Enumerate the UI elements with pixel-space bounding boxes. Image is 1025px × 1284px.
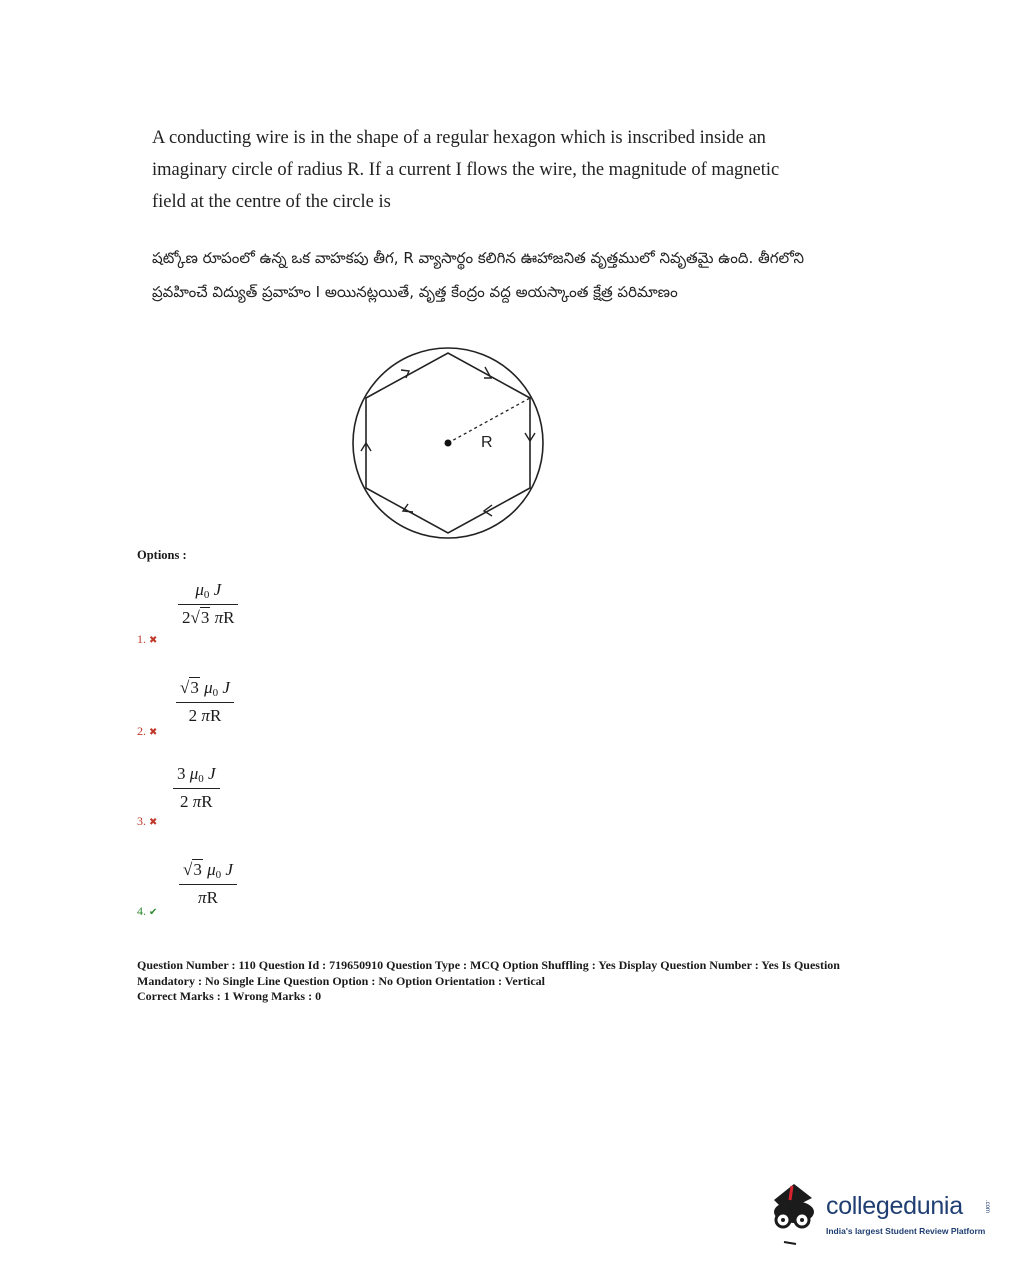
option-3-formula: 3 $\mu_0$ J 2 πR bbox=[173, 764, 220, 812]
option-2-formula: √3 $\mu_0$ J 2 πR bbox=[176, 678, 234, 726]
option-2-marker: 2. ✖ bbox=[137, 724, 158, 738]
wrong-icon: ✖ bbox=[149, 817, 158, 828]
centre-dot bbox=[445, 440, 452, 447]
wrong-icon: ✖ bbox=[149, 635, 158, 646]
question-metadata bbox=[137, 958, 897, 1005]
options-label: Options : bbox=[137, 548, 187, 562]
question-text-english: A conducting wire is in the shape of a regular hexagon which is inscribed inside an imaginary circle of radius R. If a current I flows the wire, the magnitude of magnetic field at the centre of the circle is bbox=[152, 128, 780, 212]
logo-tagline: India's largest Student Review Platform bbox=[826, 1226, 986, 1236]
option-4-formula: √3 $\mu_0$ J πR bbox=[179, 860, 237, 908]
option-3-marker: 3. ✖ bbox=[137, 814, 158, 828]
check-icon: ✔ bbox=[149, 907, 158, 918]
mascot-icon bbox=[766, 1178, 826, 1250]
question-metadata-line-2: Correct Marks : 1 Wrong Marks : 0 bbox=[137, 989, 322, 1003]
radius-label: R bbox=[481, 434, 493, 451]
collegedunia-logo bbox=[766, 1178, 996, 1250]
hexagon-circle-figure bbox=[345, 345, 550, 545]
option-1-marker: 1. ✖ bbox=[137, 632, 158, 646]
wrong-icon: ✖ bbox=[149, 727, 158, 738]
question-metadata-line-1: Question Number : 110 Question Id : 719650910 Question Type : MCQ Option Shuffling : Yes Display Question Number : Yes Is Question Mandatory : No Single Line Question Option : No Option Orientation : Vertical bbox=[137, 958, 840, 988]
option-1-formula: $\mu_0$ J 2√3 πR bbox=[178, 580, 238, 628]
logo-domain: .com bbox=[984, 1200, 990, 1214]
question-text-telugu: షట్కోణ రూపంలో ఉన్న ఒక వాహకపు తీగ, R వ్యాసార్థం కలిగిన ఊహాజనిత వృత్తములో నివృతమై ఉంది. తీగలోని ప్రవహించే విద్యుత్ ప్రవాహం I అయినట్లయితే, వృత్త కేంద్రం వద్ద అయస్కాంత క్షేత్ర పరిమాణం bbox=[152, 249, 805, 301]
logo-wordmark: collegedunia bbox=[826, 1192, 963, 1220]
option-4-marker: 4. ✔ bbox=[137, 904, 158, 918]
